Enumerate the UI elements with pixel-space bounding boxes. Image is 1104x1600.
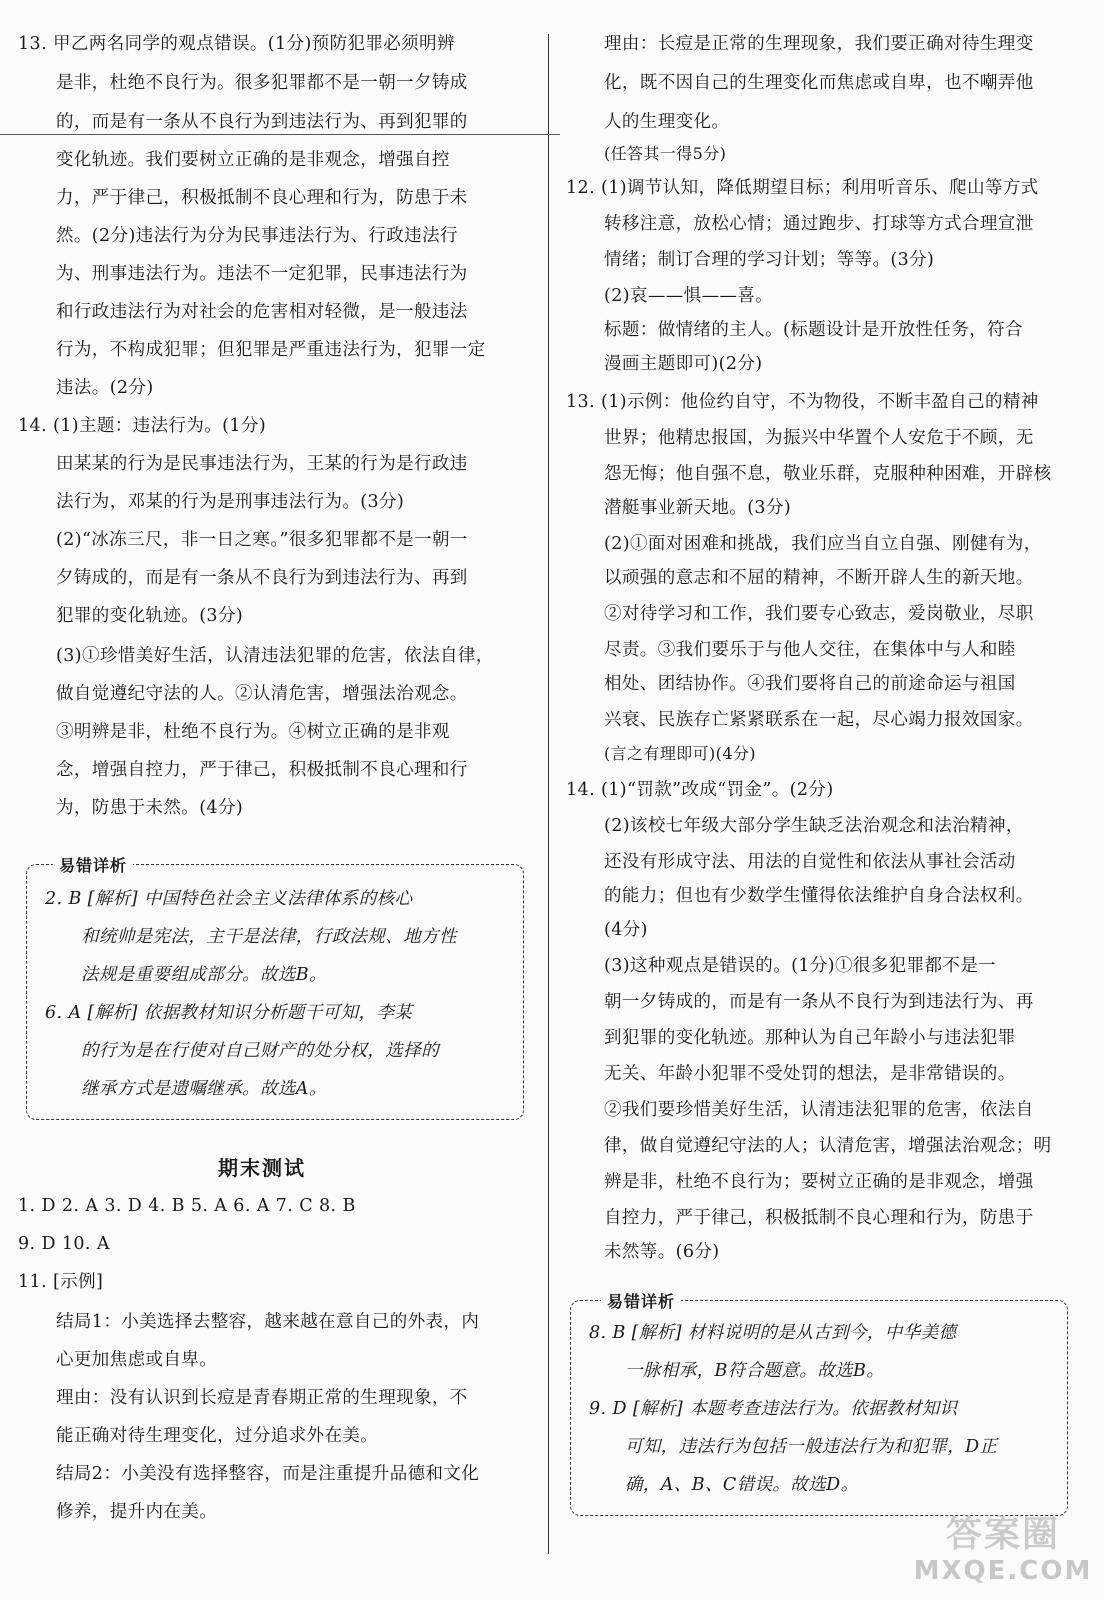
error-analysis-box — [26, 856, 524, 1120]
text-line: ②对待学习和工作，我们要专心致志，爱岗敬业，尽职 — [604, 604, 1034, 624]
text-line: 9. D [解析] 本题考查违法行为。依据教材知识 — [589, 1399, 958, 1419]
text-line: 人的生理变化。 — [604, 112, 730, 132]
text-line: 变化轨迹。我们要树立正确的是非观念，增强自控 — [56, 150, 450, 170]
text-line: 11. [示例] — [18, 1272, 104, 1292]
text-line: 为，防患于未然。(4分) — [56, 798, 244, 818]
text-line: 田某某的行为是民事违法行为，王某的行为是行政违 — [56, 454, 468, 474]
text-line: (2)①面对困难和挑战，我们应当自立自强、刚健有为， — [604, 534, 1042, 554]
text-line: 一脉相承，B符合题意。故选B。 — [625, 1361, 885, 1381]
text-line: 潜艇事业新天地。(3分) — [604, 498, 792, 518]
error-analysis-box — [570, 1292, 1068, 1516]
text-line: 朝一夕铸成的，而是有一条从不良行为到违法行为、再 — [604, 992, 1034, 1012]
text-line: 犯罪的变化轨迹。(3分) — [56, 606, 244, 626]
text-line: 情绪；制订合理的学习计划；等等。(3分) — [604, 250, 935, 270]
text-line: (3)①珍惜美好生活，认清违法犯罪的危害，依法自律， — [56, 646, 494, 666]
text-line: 化，既不因自己的生理变化而焦虑或自卑，也不嘲弄他 — [604, 73, 1034, 93]
text-line: 标题：做情绪的主人。(标题设计是开放性任务，符合 — [604, 320, 1023, 340]
text-line: 违法。(2分) — [56, 378, 154, 398]
text-line: 13. 甲乙两名同学的观点错误。(1分)预防犯罪必须明辨 — [18, 34, 455, 54]
text-line: 行为，不构成犯罪；但犯罪是严重违法行为，犯罪一定 — [56, 340, 486, 360]
text-line: ②我们要珍惜美好生活，认清违法犯罪的危害，依法自 — [604, 1100, 1034, 1120]
text-line: 14. (1)主题：违法行为。(1分) — [18, 416, 267, 436]
text-line: 能正确对待生理变化，过分追求外在美。 — [56, 1426, 379, 1446]
text-line: 转移注意，放松心情；通过跑步、打球等方式合理宣泄 — [604, 214, 1034, 234]
text-line: 13. (1)示例：他俭约自守，不为物役，不断丰盈自己的精神 — [566, 392, 1039, 412]
text-line: 心更加焦虑或自卑。 — [56, 1350, 218, 1370]
text-line: (2)“冰冻三尺，非一日之寒。”很多犯罪都不是一朝一 — [56, 530, 468, 550]
box-title: 易错详析 — [601, 1289, 681, 1312]
text-line: 到犯罪的变化轨迹。那种认为自己年龄小与违法犯罪 — [604, 1028, 1016, 1048]
text-line: (2)哀——惧——喜。 — [604, 286, 774, 306]
text-line: 以顽强的意志和不屈的精神，不断开辟人生的新天地。 — [604, 568, 1034, 588]
text-line: 6. A [解析] 依据教材知识分析题干可知，李某 — [45, 1003, 413, 1023]
watermark-url: MXQE.COM — [913, 1556, 1093, 1586]
text-line: 无关、年龄小犯罪不受处罚的想法，是非常错误的。 — [604, 1064, 1016, 1084]
text-line: 兴衰、民族存亡紧紧联系在一起，尽心竭力报效国家。 — [604, 710, 1034, 730]
text-line: 还没有形成守法、用法的自觉性和依法从事社会活动 — [604, 852, 1016, 872]
text-line: 自控力，严于律己，积极抵制不良心理和行为，防患于 — [604, 1208, 1034, 1228]
site-watermark — [908, 1514, 1098, 1594]
text-line: 律，做自觉遵纪守法的人；认清危害，增强法治观念；明 — [604, 1136, 1052, 1156]
text-line: 继承方式是遗嘱继承。故选A。 — [81, 1079, 327, 1099]
text-line: (4分) — [604, 920, 648, 940]
text-line: 相处、团结协作。④我们要将自己的前途命运与祖国 — [604, 674, 1016, 694]
watermark-logo-text: 答案圈 — [945, 1514, 1060, 1555]
text-line: 结局1：小美选择去整容，越来越在意自己的外表，内 — [56, 1312, 480, 1332]
text-line: 夕铸成的，而是有一条从不良行为到违法行为、再到 — [56, 568, 468, 588]
text-line: 为、刑事违法行为。违法不一定犯罪，民事违法行为 — [56, 264, 468, 284]
page-fold-line — [0, 134, 560, 135]
text-line: 和统帅是宪法，主干是法律，行政法规、地方性 — [81, 927, 457, 947]
text-line: 念，增强自控力，严于律己，积极抵制不良心理和行 — [56, 760, 468, 780]
text-line: 和行政违法行为对社会的危害相对轻微，是一般违法 — [56, 302, 468, 322]
text-line: 世界；他精忠报国，为振兴中华置个人安危于不顾，无 — [604, 428, 1034, 448]
text-line: 辨是非，杜绝不良行为；要树立正确的是非观念，增强 — [604, 1172, 1034, 1192]
section-title: 期末测试 — [218, 1156, 306, 1180]
text-line: 漫画主题即可)(2分) — [604, 354, 763, 374]
text-line: 尽责。③我们要乐于与他人交往，在集体中与人和睦 — [604, 640, 1016, 660]
text-line: 做自觉遵纪守法的人。②认清危害，增强法治观念。 — [56, 684, 468, 704]
text-line: 8. B [解析] 材料说明的是从古到今，中华美德 — [589, 1323, 957, 1343]
text-line: (任答其一得5分) — [604, 144, 727, 163]
text-line: 的能力；但也有少数学生懂得依法维护自身合法权利。 — [604, 886, 1034, 906]
box-title: 易错详析 — [53, 853, 133, 876]
text-line: 未然等。(6分) — [604, 1242, 720, 1262]
text-line: (2)该校七年级大部分学生缺乏法治观念和法治精神， — [604, 816, 1024, 836]
text-line: 14. (1)“罚款”改成“罚金”。(2分) — [566, 780, 834, 800]
text-line: 修养，提升内在美。 — [56, 1502, 218, 1522]
text-line: 然。(2分)违法行为分为民事违法行为、行政违法行 — [56, 226, 458, 246]
text-line: 的，而是有一条从不良行为到违法行为、再到犯罪的 — [56, 112, 468, 132]
text-line: 的行为是在行使对自己财产的处分权，选择的 — [81, 1041, 439, 1061]
text-line: 法行为，邓某的行为是刑事违法行为。(3分) — [56, 492, 405, 512]
text-line: 法规是重要组成部分。故选B。 — [81, 965, 327, 985]
text-line: 理由：没有认识到长痘是青春期正常的生理现象，不 — [56, 1388, 468, 1408]
text-line: 理由：长痘是正常的生理现象，我们要正确对待生理变 — [604, 34, 1034, 54]
text-line: 力，严于律己，积极抵制不良心理和行为，防患于未 — [56, 188, 468, 208]
text-line: (言之有理即可)(4分) — [604, 744, 756, 763]
answer-line: 9. D 10. A — [18, 1234, 110, 1254]
answer-line: 1. D 2. A 3. D 4. B 5. A 6. A 7. C 8. B — [18, 1196, 356, 1216]
text-line: 确，A、B、C错误。故选D。 — [625, 1475, 859, 1495]
text-line: 结局2：小美没有选择整容，而是注重提升品德和文化 — [56, 1464, 480, 1484]
text-line: (3)这种观点是错误的。(1分)①很多犯罪都不是一 — [604, 956, 997, 976]
text-line: 怨无悔；他自强不息，敬业乐群，克服种种困难，开辟核 — [604, 464, 1052, 484]
text-line: 2. B [解析] 中国特色社会主义法律体系的核心 — [45, 889, 413, 909]
text-line: ③明辨是非，杜绝不良行为。④树立正确的是非观 — [56, 722, 450, 742]
column-divider — [548, 34, 549, 1554]
text-line: 是非，杜绝不良行为。很多犯罪都不是一朝一夕铸成 — [56, 73, 468, 93]
text-line: 可知，违法行为包括一般违法行为和犯罪，D正 — [625, 1437, 998, 1457]
text-line: 12. (1)调节认知，降低期望目标；利用听音乐、爬山等方式 — [566, 178, 1039, 198]
